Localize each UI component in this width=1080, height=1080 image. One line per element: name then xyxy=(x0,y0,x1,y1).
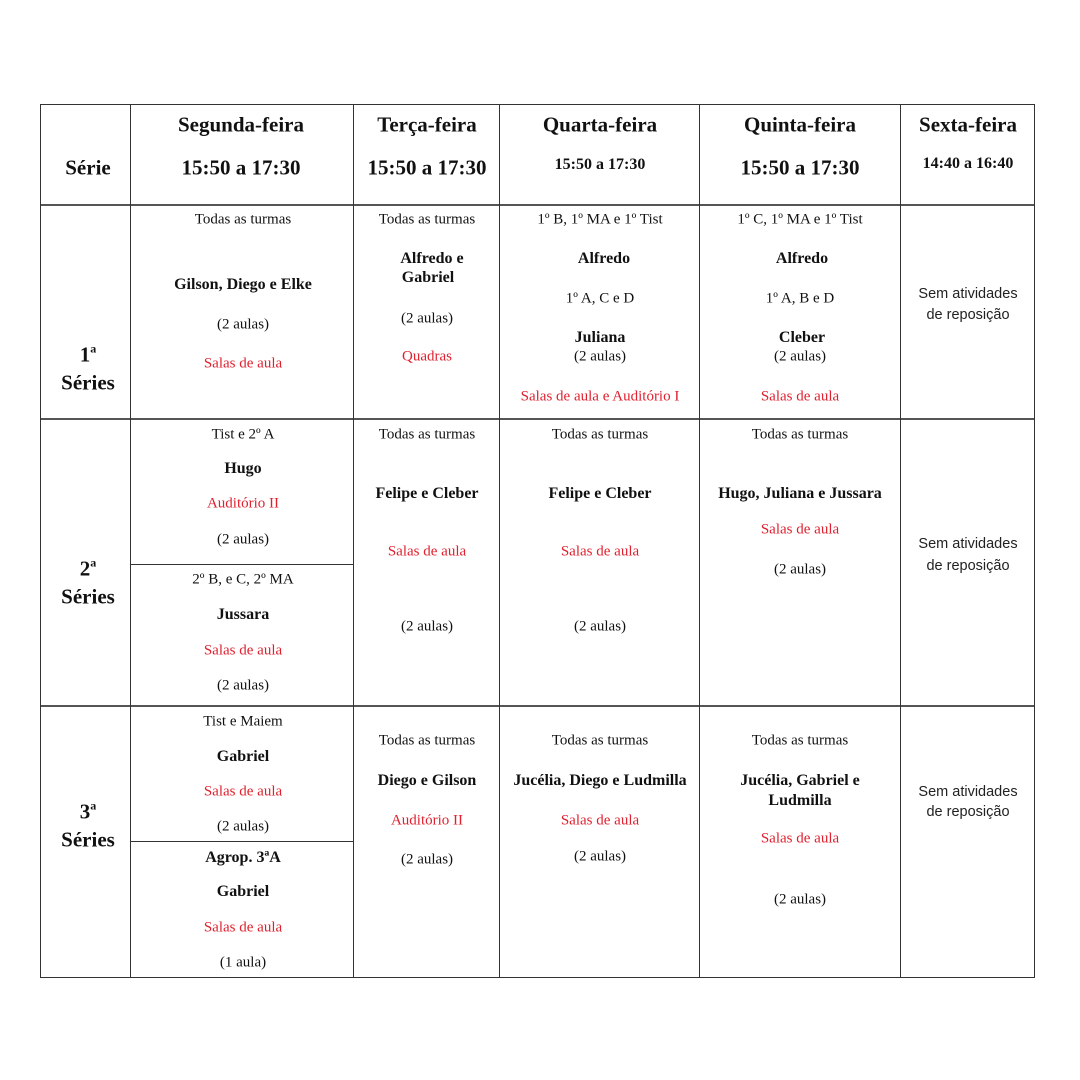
row-label: Séries xyxy=(61,827,115,852)
header-divider xyxy=(40,204,1035,206)
cell-text: (2 aulas) xyxy=(773,561,827,578)
cell-text: Tist e Maiem xyxy=(203,713,283,730)
cell-text: (1 aula) xyxy=(219,954,267,971)
teacher-name: Felipe e Cleber xyxy=(375,485,479,502)
room-text: Salas de aula xyxy=(760,521,840,538)
cell-text: Tist e 2º A xyxy=(211,426,275,443)
sub-row-divider xyxy=(130,564,353,565)
row-number: 2 xyxy=(79,556,91,581)
room-text: Salas de aula xyxy=(203,919,283,936)
teacher-name: Gabriel xyxy=(216,748,270,765)
row-label: Séries xyxy=(61,370,115,395)
day-header: Terça-feira xyxy=(377,112,477,137)
row-label-num xyxy=(80,557,97,580)
room-text: Salas de aula xyxy=(203,642,283,659)
no-activity-text: de reposição xyxy=(926,306,1010,323)
cell-text: 1º A, B e D xyxy=(765,290,835,307)
teacher-name: Gilson, Diego e Elke xyxy=(174,276,312,293)
teacher-name: Gabriel xyxy=(401,269,455,286)
no-activity-text: Sem atividades xyxy=(918,535,1018,552)
teacher-name: Jucélia, Gabriel e xyxy=(740,772,860,789)
room-text: Salas de aula xyxy=(760,830,840,847)
cell-text: (2 aulas) xyxy=(573,848,627,865)
teacher-name: Diego e Gilson xyxy=(377,772,477,789)
room-text: Salas de aula xyxy=(760,388,840,405)
cell-text: (2 aulas) xyxy=(216,531,270,548)
col-divider xyxy=(699,104,700,978)
day-header: Quarta-feira xyxy=(542,112,658,137)
teacher-name: Agrop. 3ªA xyxy=(205,849,281,866)
col-divider xyxy=(900,104,901,978)
room-text: Salas de aula xyxy=(560,812,640,829)
room-text: Quadras xyxy=(402,348,452,365)
col-divider xyxy=(1034,104,1035,978)
room-text: Salas de aula e Auditório I xyxy=(520,388,680,405)
day-time: 15:50 a 17:30 xyxy=(740,155,860,180)
room-text: Auditório II xyxy=(206,495,280,512)
room-text: Auditório II xyxy=(390,812,464,829)
teacher-name: Hugo, Juliana e Jussara xyxy=(718,485,882,502)
no-activity-text: Sem atividades xyxy=(918,285,1018,302)
row-label-num xyxy=(80,800,97,823)
col-divider xyxy=(40,104,41,978)
table-border-top xyxy=(40,104,1035,105)
room-text: Salas de aula xyxy=(203,355,283,372)
cell-text: Todas as turmas xyxy=(378,732,476,749)
no-activity-text: Sem atividades xyxy=(918,783,1018,800)
row-ordinal: a xyxy=(90,341,97,356)
row-ordinal: a xyxy=(90,555,97,570)
cell-text: (2 aulas) xyxy=(573,618,627,635)
row-ordinal: a xyxy=(90,798,97,813)
cell-text: Todas as turmas xyxy=(378,211,476,228)
cell-text: Todas as turmas xyxy=(551,426,649,443)
day-time: 14:40 a 16:40 xyxy=(922,155,1014,172)
row-label-num xyxy=(80,343,97,366)
cell-text: (2 aulas) xyxy=(400,618,454,635)
cell-text: Todas as turmas xyxy=(194,211,292,228)
teacher-name: Jussara xyxy=(216,606,270,623)
row-label: Séries xyxy=(61,584,115,609)
cell-text: (2 aulas) xyxy=(400,851,454,868)
room-text: Salas de aula xyxy=(203,783,283,800)
row-divider xyxy=(40,418,1035,420)
no-activity-text: de reposição xyxy=(926,557,1010,574)
room-text: Salas de aula xyxy=(560,543,640,560)
header-serie: Série xyxy=(65,155,111,180)
teacher-name: Ludmilla xyxy=(768,792,832,809)
row-number: 1 xyxy=(79,342,91,367)
col-divider xyxy=(499,104,500,978)
day-header: Sexta-feira xyxy=(919,112,1017,137)
cell-text: (2 aulas) xyxy=(216,677,270,694)
row-number: 3 xyxy=(79,799,91,824)
sub-row-divider xyxy=(130,841,353,842)
cell-text: 1º A, C e D xyxy=(565,290,635,307)
teacher-name: Alfredo xyxy=(775,250,829,267)
cell-text: Todas as turmas xyxy=(551,732,649,749)
no-activity-text: de reposição xyxy=(926,803,1010,820)
room-text: Salas de aula xyxy=(387,543,467,560)
col-divider xyxy=(353,104,354,978)
teacher-name: Alfredo xyxy=(577,250,631,267)
cell-text: Todas as turmas xyxy=(751,732,849,749)
cell-text: (2 aulas) xyxy=(773,348,827,365)
cell-text: 1º B, 1º MA e 1º Tist xyxy=(537,211,663,228)
teacher-name: Alfredo e xyxy=(400,250,464,267)
cell-text: (2 aulas) xyxy=(400,310,454,327)
table-border-bottom xyxy=(40,977,1035,978)
day-header: Segunda-feira xyxy=(178,112,304,137)
cell-text: 2º B, e C, 2º MA xyxy=(192,571,294,588)
teacher-name: Gabriel xyxy=(216,883,270,900)
row-divider xyxy=(40,705,1035,707)
teacher-name: Cleber xyxy=(778,329,826,346)
cell-text: (2 aulas) xyxy=(573,348,627,365)
teacher-name: Juliana xyxy=(574,329,626,346)
teacher-name: Jucélia, Diego e Ludmilla xyxy=(513,772,687,789)
cell-text: (2 aulas) xyxy=(216,316,270,333)
day-time: 15:50 a 17:30 xyxy=(181,155,301,180)
teacher-name: Felipe e Cleber xyxy=(548,485,652,502)
teacher-name: Hugo xyxy=(224,460,262,477)
cell-text: Todas as turmas xyxy=(751,426,849,443)
cell-text: Todas as turmas xyxy=(378,426,476,443)
cell-text: 1º C, 1º MA e 1º Tist xyxy=(737,211,863,228)
col-divider xyxy=(130,104,131,978)
day-time: 15:50 a 17:30 xyxy=(367,155,487,180)
cell-text: (2 aulas) xyxy=(773,891,827,908)
cell-text: (2 aulas) xyxy=(216,818,270,835)
day-header: Quinta-feira xyxy=(744,112,856,137)
day-time: 15:50 a 17:30 xyxy=(554,156,646,173)
